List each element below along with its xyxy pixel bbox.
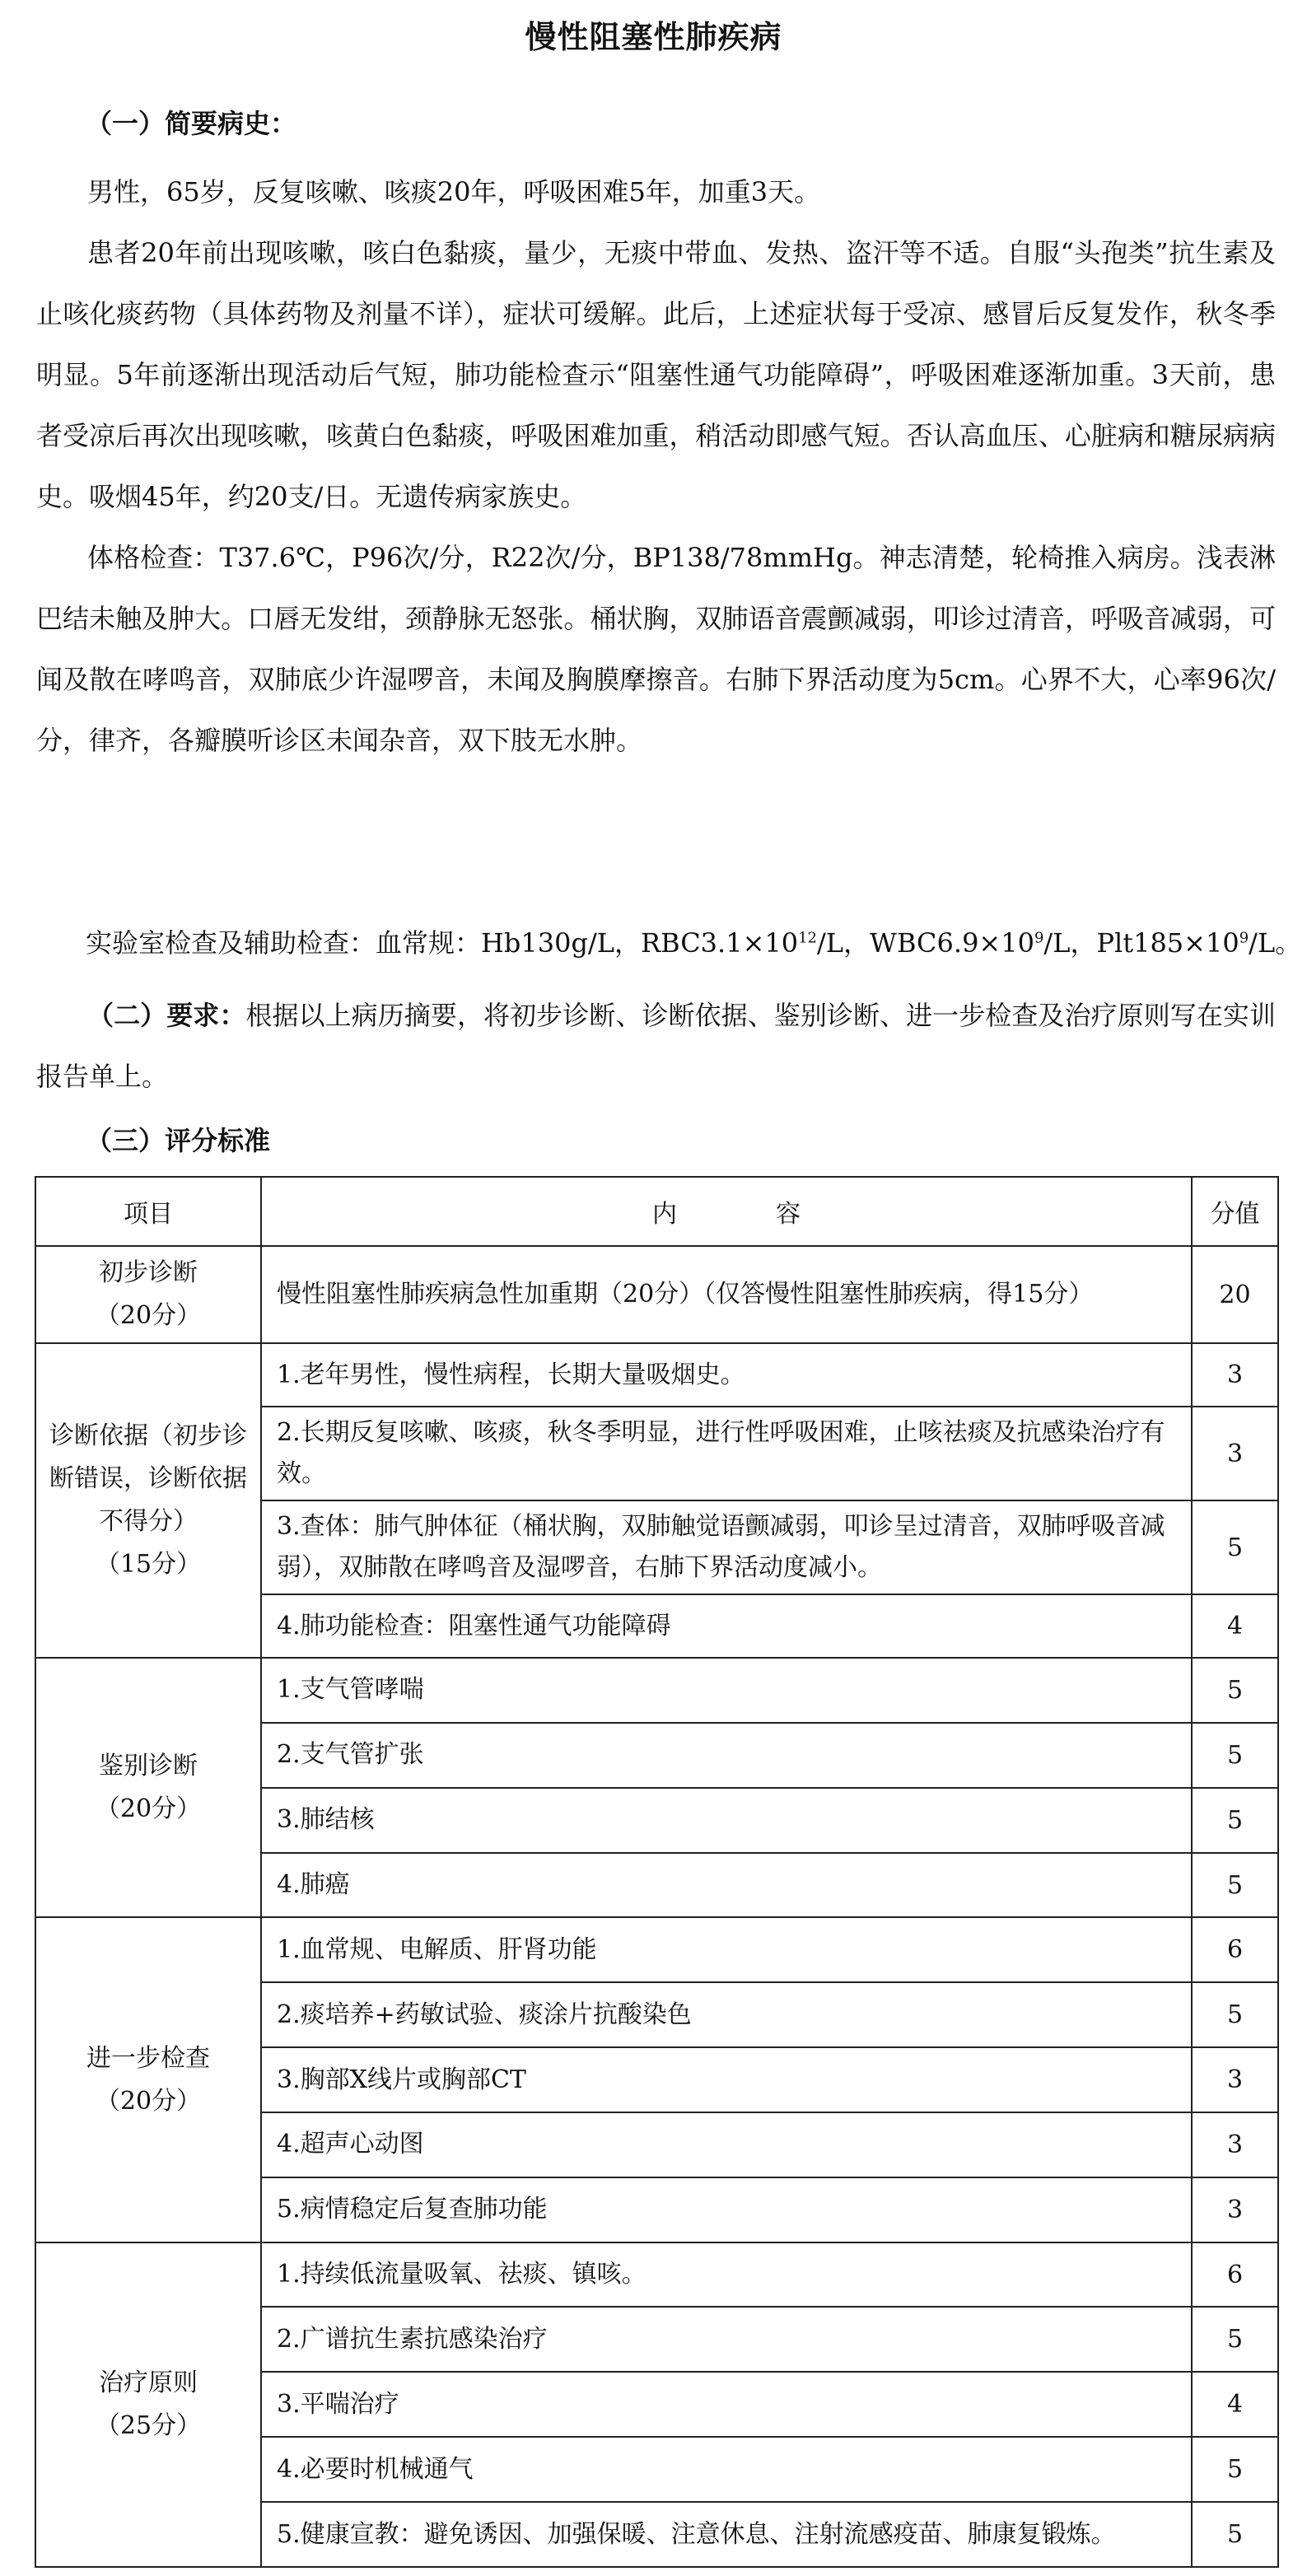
lab-exponent-2: 9 — [1034, 929, 1044, 947]
item-points: （15分） — [95, 1550, 202, 1580]
content-cell: 2.痰培养+药敏试验、痰涂片抗酸染色 — [261, 1982, 1192, 2047]
score-cell: 5 — [1192, 1853, 1278, 1918]
lab-exponent-3: 9 — [1239, 929, 1249, 947]
content-cell: 3.查体：肺气肿体征（桶状胸，双肺触觉语颤减弱，叩诊呈过清音，双肺呼吸音减弱），双肺散在哮鸣音及湿啰音，右肺下界活动度减小。 — [261, 1500, 1192, 1594]
history-body — [36, 161, 1276, 771]
document-title: 慢性阻塞性肺疾病 — [525, 18, 782, 55]
item-name: 治疗原则 — [99, 2368, 198, 2397]
section-history-heading: （一）简要病史： — [86, 108, 297, 139]
item-points: （25分） — [95, 2410, 202, 2440]
content-cell: 1.老年男性，慢性病程，长期大量吸烟史。 — [261, 1343, 1192, 1407]
score-cell: 4 — [1192, 2372, 1278, 2437]
requirements-text: 根据以上病历摘要，将初步诊断、诊断依据、鉴别诊断、进一步检查及治疗原则写在实训报告单上。 — [36, 1000, 1276, 1092]
score-cell: 3 — [1192, 2047, 1278, 2112]
item-cell — [35, 1343, 261, 1658]
chief-complaint: 男性，65岁，反复咳嗽、咳痰20年，呼吸困难5年，加重3天。 — [87, 176, 821, 208]
content-cell: 3.平喘治疗 — [261, 2372, 1192, 2437]
content-cell: 3.胸部X线片或胸部CT — [261, 2047, 1192, 2112]
item-name: 初步诊断 — [99, 1258, 198, 1288]
item-cell — [35, 1917, 261, 2242]
header-content: 内容 — [261, 1177, 1192, 1246]
content-cell: 1.支气管哮喘 — [261, 1658, 1192, 1723]
item-cell — [35, 1246, 261, 1343]
score-cell: 3 — [1192, 2112, 1278, 2177]
item-points: （20分） — [95, 1301, 202, 1331]
score-cell: 3 — [1192, 1407, 1278, 1500]
lab-text-1: 实验室检查及辅助检查：血常规：Hb130g/L，RBC3.1×10 — [86, 927, 799, 959]
item-points: （20分） — [95, 2086, 202, 2116]
score-cell: 4 — [1192, 1594, 1278, 1658]
header-item: 项目 — [35, 1177, 261, 1246]
scoring-table — [35, 1176, 1279, 2568]
item-points: （20分） — [95, 1794, 202, 1823]
requirements-label: （二）要求： — [87, 1000, 246, 1031]
content-cell: 慢性阻塞性肺疾病急性加重期（20分）（仅答慢性阻塞性肺疾病，得15分） — [261, 1246, 1192, 1343]
content-cell: 1.血常规、电解质、肝肾功能 — [261, 1917, 1192, 1982]
requirements — [36, 985, 1276, 1107]
present-history: 患者20年前出现咳嗽，咳白色黏痰，量少，无痰中带血、发热、盗汗等不适。自服“头孢类”抗生素及止咳化痰药物（具体药物及剂量不详），症状可缓解。此后，上述症状每于受凉、感冒后反复发作，秋冬季明显。5年前逐渐出现活动后气短，肺功能检查示“阻塞性通气功能障碍”，呼吸困难逐渐加重。3天前，患者受凉后再次出现咳嗽，咳黄白色黏痰，呼吸困难加重，稍活动即感气短。否认高血压、心脏病和糖尿病病史。吸烟45年，约20支/日。无遗传病家族史。 — [36, 237, 1276, 512]
table-header-row — [35, 1177, 1278, 1246]
lab-text-3: /L，Plt185×10 — [1043, 927, 1239, 959]
lab-text-2: /L，WBC6.9×10 — [817, 927, 1034, 959]
content-cell: 3.肺结核 — [261, 1788, 1192, 1853]
lab-results — [86, 922, 1301, 960]
score-cell: 5 — [1192, 1788, 1278, 1853]
score-cell: 5 — [1192, 2307, 1278, 2372]
content-cell: 2.广谱抗生素抗感染治疗 — [261, 2307, 1192, 2372]
section-scoring-heading: （三）评分标准 — [86, 1125, 271, 1156]
content-cell: 4.必要时机械通气 — [261, 2437, 1192, 2502]
table-row — [35, 1658, 1278, 1723]
item-name: 诊断依据（初步诊断错误，诊断依据不得分） — [49, 1421, 247, 1537]
content-cell: 2.长期反复咳嗽、咳痰，秋冬季明显，进行性呼吸困难，止咳祛痰及抗感染治疗有效。 — [261, 1407, 1192, 1500]
content-cell: 4.肺功能检查：阻塞性通气功能障碍 — [261, 1594, 1192, 1658]
score-cell: 20 — [1192, 1246, 1278, 1343]
content-cell: 4.超声心动图 — [261, 2112, 1192, 2177]
score-cell: 5 — [1192, 2437, 1278, 2502]
item-cell — [35, 1658, 261, 1917]
physical-exam: 体格检查：T37.6℃，P96次/分，R22次/分，BP138/78mmHg。神志清楚，轮椅推入病房。浅表淋巴结未触及肿大。口唇无发绀，颈静脉无怒张。桶状胸，双肺语音震颤减弱，叩诊过清音，呼吸音减弱，可闻及散在哮鸣音，双肺底少许湿啰音，未闻及胸膜摩擦音。右肺下界活动度为5cm。心界不大，心率96次/分，律齐，各瓣膜听诊区未闻杂音，双下肢无水肿。 — [36, 542, 1276, 756]
content-cell: 5.病情稳定后复查肺功能 — [261, 2177, 1192, 2242]
item-cell — [35, 2242, 261, 2567]
score-cell: 5 — [1192, 1658, 1278, 1723]
score-cell: 5 — [1192, 1982, 1278, 2047]
score-cell: 3 — [1192, 2177, 1278, 2242]
score-cell: 3 — [1192, 1343, 1278, 1407]
score-cell: 5 — [1192, 1500, 1278, 1594]
item-name: 进一步检查 — [86, 2043, 210, 2073]
lab-exponent-1: 12 — [798, 929, 818, 947]
score-cell: 5 — [1192, 1723, 1278, 1788]
table-row — [35, 2242, 1278, 2308]
content-cell: 4.肺癌 — [261, 1853, 1192, 1918]
score-cell: 5 — [1192, 2502, 1278, 2567]
content-cell: 5.健康宣教：避免诱因、加强保暖、注意休息、注射流感疫苗、肺康复锻炼。 — [261, 2502, 1192, 2567]
score-cell: 6 — [1192, 1917, 1278, 1982]
table-row — [35, 1917, 1278, 1982]
content-cell: 2.支气管扩张 — [261, 1723, 1192, 1788]
table-row — [35, 1343, 1278, 1407]
score-cell: 6 — [1192, 2242, 1278, 2308]
header-score: 分值 — [1192, 1177, 1278, 1246]
item-name: 鉴别诊断 — [99, 1751, 198, 1780]
table-body — [35, 1246, 1278, 2567]
table-row — [35, 1246, 1278, 1343]
lab-text-4: /L。 — [1249, 927, 1302, 959]
content-cell: 1.持续低流量吸氧、祛痰、镇咳。 — [261, 2242, 1192, 2308]
